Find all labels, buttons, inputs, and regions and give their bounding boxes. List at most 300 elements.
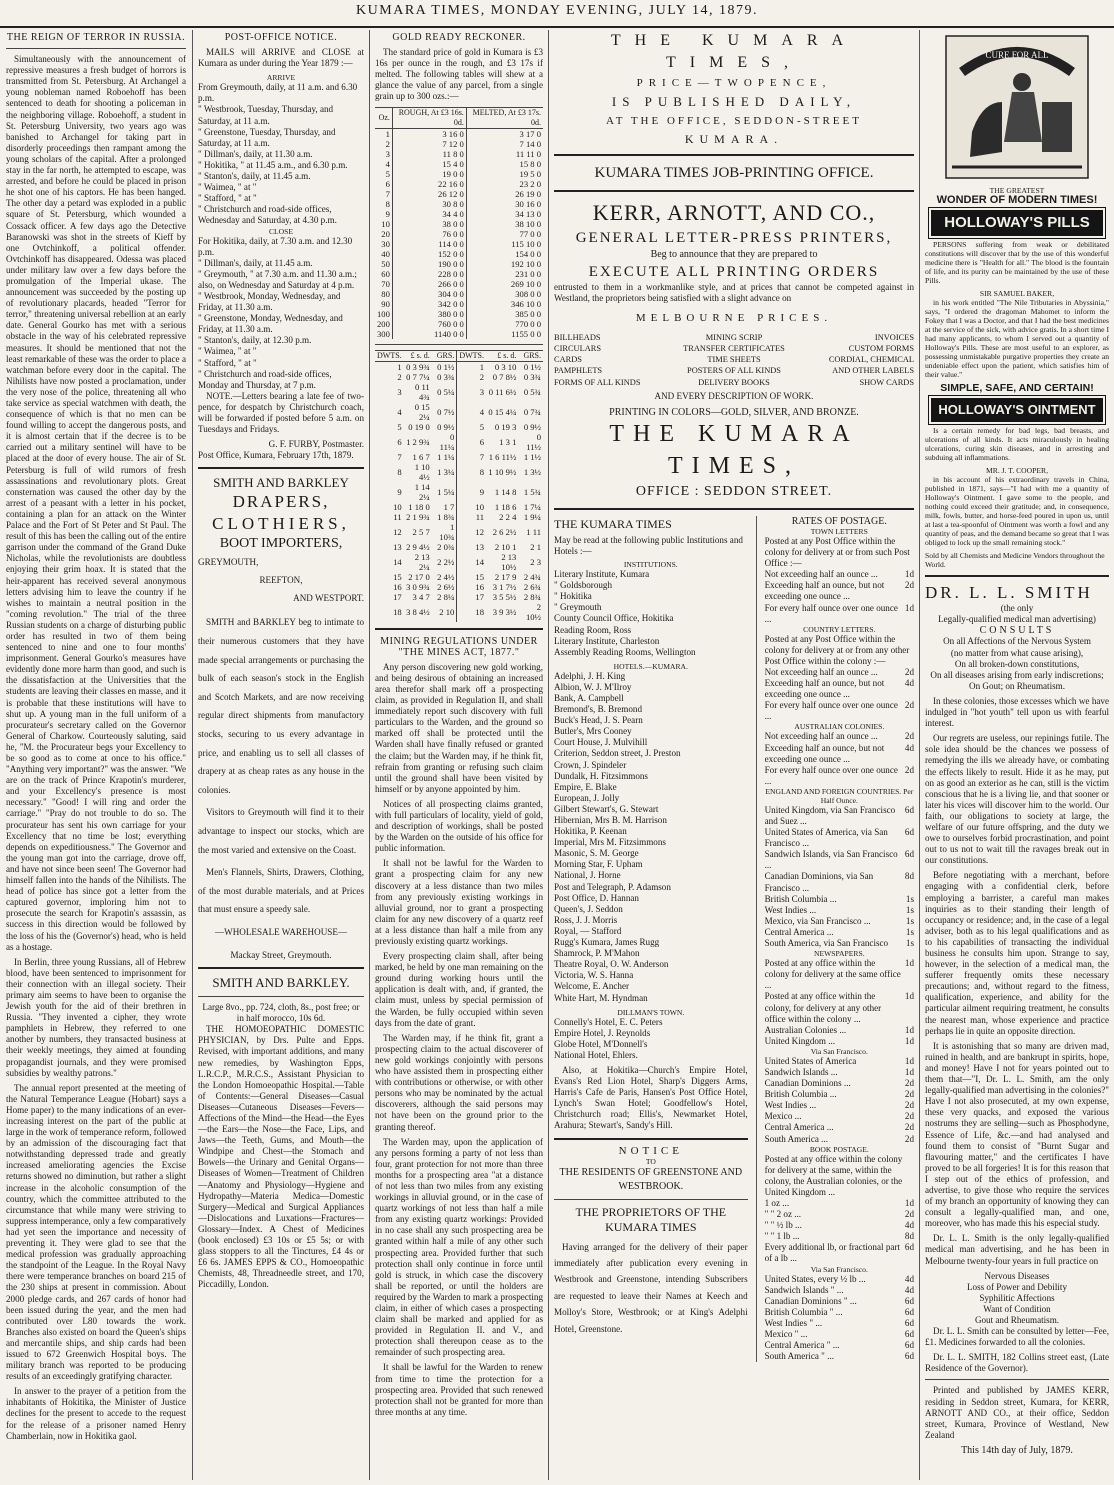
column-3	[375, 30, 543, 1480]
smith-letter: Dr. L. L. Smith can be consulted by letter—Fee, £1. Medicines forwarded to all the colonies.	[925, 1326, 1109, 1348]
service-item: DELIVERY BOOKS	[698, 377, 770, 387]
rate-row	[765, 731, 914, 742]
table-cell: 231 0 0	[466, 269, 543, 279]
rates-title: RATES OF POSTAGE.	[791, 515, 887, 527]
rate-row	[765, 1274, 914, 1285]
rate-value: 1s	[905, 893, 914, 904]
rate-value: 2d	[904, 666, 914, 677]
baker-testimonial: in his work entitled "The Nile Tributaries in Abyssinia," says, "I ordered the dragoman Mahomet to inform the Fokey that I was a Doctor, and that I had the best medicines at the service of the sick, with advice gratis. In a short time I had many applicants, to whom I served out a quantity of Holloway's Pills. These are most useful to an explorer, as possessing unmistakable purgative properties they create an undeniable effect upon the patient, which satisfies him of their value."	[925, 298, 1109, 380]
rate-value: 1d	[904, 602, 914, 613]
hotel-item: White Hart, M. Hyndman	[554, 992, 648, 1003]
hotel-item: Albion, W. J. M'Ilroy	[554, 681, 632, 692]
rate-value: 1s	[905, 915, 914, 926]
book-postage-intro: Posted at any office within the colony for delivery at the same, within the colony, the Australian colonies, or the United Kingdom ...	[764, 1153, 903, 1197]
table-cell: 0 11 4¾	[415, 381, 430, 402]
rate-value: 4d	[904, 1273, 914, 1284]
rate-label: United Kingdom, via San Francisco and Suez ...	[764, 804, 896, 826]
rate-label: " " ½ lb ...	[764, 1220, 802, 1231]
divider	[925, 575, 1109, 577]
job-printing-heading: KUMARA TIMES JOB-PRINTING OFFICE.	[594, 165, 874, 181]
table-cell: 2 9 4½	[406, 541, 430, 552]
smith-barkley-paragraph: Visitors to Greymouth will find it to their advantage to inspect our stocks, which are the most varied and extensive on the Coast.	[198, 807, 364, 855]
table-cell: 2 10 1	[494, 541, 517, 552]
rate-label: Exceeding half an ounce, but not exceeding one ounce ...	[764, 742, 885, 764]
post-office-title: POST-OFFICE NOTICE.	[224, 32, 338, 43]
column-rule	[919, 30, 920, 1480]
smith-condition-item: On all Affections of the Nervous System	[943, 636, 1091, 647]
table-cell: 2 6 2½	[492, 526, 517, 537]
post-note: NOTE.—Letters bearing a late fee of two-pence, for despatch by Christchurch coach, will be forwarded if posted before 5 a.m. on Tuesdays and Fridays.	[198, 390, 364, 435]
table-cell: 192 10 0	[466, 259, 543, 269]
mining-paragraph: It shall be lawful for the Warden to renew from time to time the protection for a prospecting area. Provided that such renewed protection shall not be granted for more than three months at any time.	[375, 1362, 543, 1417]
mail-arrival-item: " Dillman's, daily, at 11.30 a.m.	[198, 148, 313, 159]
table-cell: 2 8¾	[523, 591, 541, 602]
arrive-list	[198, 82, 364, 226]
rate-value: 4d	[904, 742, 914, 753]
hotel-item: Criterion, Seddon street, J. Preston	[554, 748, 681, 759]
column-1	[6, 30, 186, 1480]
table-cell: 13	[457, 542, 486, 552]
dillman-hotel-item: Empire Hotel, J. Reynolds	[554, 1027, 651, 1038]
rate-label: Mexico, via San Francisco ...	[764, 915, 871, 926]
rate-label: Sandwich Islands, via San Francisco ...	[764, 849, 898, 871]
mining-regulations-body	[375, 662, 543, 1418]
service-item: TIME SHEETS	[707, 355, 761, 365]
table-cell: 5	[385, 168, 390, 179]
divider	[554, 190, 914, 192]
rate-value: 2d	[904, 1209, 914, 1220]
table-row	[375, 522, 543, 542]
table-row	[375, 572, 543, 582]
gold-ounce-table	[375, 107, 543, 339]
england-label: ENGLAND AND FOREIGN COUNTRIES. Per Half Ounce.	[765, 786, 914, 805]
san-francisco-label-2: Via San Francisco.	[810, 1264, 868, 1274]
table-row	[375, 128, 543, 139]
table-header: £ s. d.	[486, 350, 518, 361]
san-francisco-rates	[765, 1056, 914, 1145]
table-cell: 0 19 3	[494, 421, 517, 432]
rate-label: Mexico ...	[764, 1111, 802, 1122]
rate-row	[765, 1285, 914, 1296]
table-cell: 10	[381, 218, 390, 229]
rate-value: 1d	[904, 1024, 914, 1035]
table-cell: 2 0¾	[437, 541, 455, 552]
table-cell: 4	[397, 406, 402, 417]
table-cell: 0 1½	[437, 361, 455, 372]
hotel-item: Empire, E. Blake	[554, 781, 617, 792]
country-letters-intro: Posted at any Post Office within the colony for delivery at or from any other Post Office within the colony :—	[764, 633, 910, 666]
mining-paragraph: Notices of all prospecting claims granted, with full particulars of locality, yield of gold, and description of workings, shall be posted by the Warden on the outside of his office for public information.	[375, 798, 543, 854]
rate-label: West Indies ...	[764, 904, 817, 915]
service-item: CUSTOM FORMS	[848, 344, 914, 354]
rate-label: West Indies " ...	[764, 1317, 823, 1328]
table-cell: 1 6 7	[412, 451, 430, 462]
notice-to: TO	[645, 1156, 656, 1166]
rate-value: 4d	[904, 678, 914, 689]
rate-label: " " 1 lb ...	[764, 1231, 800, 1242]
rate-label: Posted at any office within the colony, for delivery at any other office within the colony ...	[764, 991, 882, 1024]
hotel-item: Masonic, S. M. George	[554, 848, 639, 859]
table-cell: 2	[457, 372, 486, 382]
table-cell: 0 7 7¼	[406, 371, 430, 382]
kerr-arnott-title: KERR, ARNOTT, AND CO.,	[592, 200, 876, 225]
dillman-label: DILLMAN'S TOWN.	[617, 1007, 685, 1017]
table-row	[375, 139, 543, 149]
table-cell: 1 7	[443, 501, 455, 512]
rate-row	[765, 1220, 914, 1231]
table-cell: 1 1½	[523, 451, 541, 462]
table-cell: 38 0 0	[392, 219, 466, 229]
table-cell: 13	[393, 541, 402, 552]
article-body	[6, 54, 186, 1442]
table-cell: 12	[457, 522, 486, 542]
table-cell: 50	[381, 258, 390, 269]
rate-label: Exceeding half an ounce, but not exceeding one ounce ...	[764, 678, 885, 700]
mining-paragraph: The Warden may, if he think fit, grant a prospecting claim to the actual discoverer of new gold workings conjointly with persons who have assisted them in prospecting either with contributions or otherwise, or with other persons who may be nominated by the actual discoverers, although the said persons may not have been on the ground prior to the granting thereof.	[375, 1032, 543, 1132]
table-cell: 11 11 0	[466, 149, 543, 159]
hotels-list	[554, 671, 748, 1004]
price-line: PRICE—TWOPENCE,	[636, 77, 832, 89]
reefton-town: REEFTON,	[259, 575, 303, 586]
divider	[554, 1138, 748, 1140]
ointment-body: Is a certain remedy for bad legs, bad breasts, and ulcerations of all kinds. It acts miraculously in healing ulcerations, curing skin diseases, and in arresting and subduing all inflammations.	[925, 426, 1109, 463]
rate-row	[765, 580, 914, 602]
rate-row	[765, 1318, 914, 1329]
hotel-item: Post Office, D. Hannan	[554, 892, 639, 903]
rate-label: United States of America	[764, 1055, 857, 1066]
table-cell: 0 11¼	[439, 431, 455, 452]
table-header: £ s. d.	[404, 350, 432, 361]
post-date: Post Office, Kumara, February 17th, 1879.	[198, 450, 354, 461]
column-4	[554, 30, 914, 1480]
dr-smith-title: DR. L. L. SMITH	[925, 583, 1093, 603]
rate-row	[765, 1025, 914, 1036]
hotel-item: Bremond's, B. Bremond	[554, 704, 643, 715]
mining-regulations-title: MINING REGULATIONS UNDER "THE MINES ACT, 1877."	[380, 635, 538, 658]
gold-reckoner-title: GOLD READY RECKONER.	[392, 32, 526, 43]
table-cell: 266 0 0	[392, 279, 466, 289]
table-cell: 14	[457, 552, 486, 572]
table-row	[375, 512, 543, 522]
rate-label: British Columbia " ...	[764, 1306, 843, 1317]
hotels-label: HOTELS.—KUMARA.	[613, 661, 688, 671]
institutions-list	[554, 569, 748, 658]
smith-condition-item: On all broken-down constitutions,	[954, 658, 1080, 669]
institutions-heading: THE KUMARA TIMES	[554, 516, 672, 531]
smith-specialty-item: Gout and Rheumatism.	[974, 1315, 1060, 1325]
rate-row	[765, 1122, 914, 1133]
service-item: PAMPHLETS	[554, 366, 603, 376]
greymouth-town: GREYMOUTH,	[198, 557, 259, 568]
homeopathic-book-body: THE HOMOEOPATHIC DOMESTIC PHYSICIAN, by Drs. Pulte and Epps. Revised, with important additions, and many new remedies, by Washington Epps, L.R.C.P., M.R.C.S., Assistant Physician to the London Homoeopathic Hospital.—Table of Contents:—General Diseases—Casual Diseases—Cutaneous Diseases—Fevers—Affections of the Mind—the Head—the Eyes—the Ears—the Nose—the Face, Lips, and Jaws—the Teeth, Gums, and Mouth—the Windpipe and Chest—the Stomach and Bowels—the Urinary and Genital Organs—Diseases of Women—Treatment of Children—Anatomy and Physiology—Hygiene and Hydropathy—Materia Medica—Domestic Surgery—Medical and Surgical Appliances—Dislocations and Luxations—Fractures—Glossary—Index. A Chest of Medicines (book enclosed) £3 10s or £5 5s; or with glass stoppers to all the Tinctures, £4 4s or £6 6s. JAMES EPPS & CO., Homoeopathic Chemists, 48, Threadneedle street, and 170, Piccadilly, London.	[198, 1024, 364, 1290]
rate-row	[765, 1089, 914, 1100]
table-cell: 1 3 1	[499, 436, 517, 447]
table-cell: 76 0 0	[392, 229, 466, 239]
table-cell: 20	[381, 228, 390, 239]
table-row	[375, 169, 543, 179]
rate-row	[765, 603, 914, 625]
smith-address: Dr. L. L. SMITH, 182 Collins street east, (Late Residence of the Governor).	[925, 1352, 1109, 1374]
rate-value: 2d	[904, 1078, 914, 1089]
table-cell: 23 2 0	[466, 179, 543, 189]
table-row	[375, 289, 543, 299]
table-cell: 200	[377, 318, 390, 329]
table-cell: 0 7¾	[523, 406, 541, 417]
table-cell: 3 17 0	[466, 128, 543, 139]
rate-row	[765, 827, 914, 849]
table-cell: 3 8 4½	[406, 606, 430, 617]
mining-paragraph: Every prospecting claim shall, after being marked, be held by one man remaining on the ground during working hours until the application is dealt with, and, if granted, the claim must, unless by special permission of the Warden, be fully occupied within seven days from the date of grant.	[375, 951, 543, 1028]
table-cell: 760 0 0	[392, 319, 466, 329]
table-cell: 3 5 5½	[492, 591, 517, 602]
table-row	[375, 422, 543, 432]
notice-title: NOTICE	[618, 1144, 683, 1157]
table-cell: 5	[457, 422, 486, 432]
rate-label: Sandwich Islands " ...	[764, 1284, 844, 1295]
smith-specialty-item: Want of Condition	[983, 1303, 1051, 1314]
dr-smith-legally: Legally-qualified medical man advertising)	[938, 614, 1096, 625]
table-cell: 1140 0 0	[392, 329, 466, 339]
rate-row	[765, 1209, 914, 1220]
rate-label: United States, every ½ lb ...	[764, 1273, 866, 1284]
table-cell: 38 10 0	[466, 219, 543, 229]
column-rule	[756, 516, 757, 1362]
rate-value: 1d	[904, 569, 914, 580]
table-cell: 1 6 11½	[488, 451, 517, 462]
table-cell: 2 6¾	[523, 581, 541, 592]
column-rule	[192, 30, 193, 1480]
table-cell: 1 5¼	[437, 486, 455, 497]
mining-paragraph: It shall not be lawful for the Warden to grant a prospecting claim for any new discovery at a less distance than two miles from any previously existing workings in alluvial ground, nor to grant a prospecting claim for any new discovery of a quartz reef at a less distance than half a mile from any previously existing quartz workings.	[375, 858, 543, 946]
table-row	[375, 179, 543, 189]
rate-label: West Indies ...	[764, 1100, 817, 1111]
table-cell: 1 18 0	[408, 501, 430, 512]
divider	[925, 1379, 1109, 1380]
rate-row	[765, 1242, 914, 1264]
table-cell: 770 0 0	[466, 319, 543, 329]
table-cell: 11 8 0	[392, 149, 466, 159]
close-label: CLOSE	[268, 226, 294, 236]
table-cell: 34 13 0	[466, 209, 543, 219]
simple-safe-heading: SIMPLE, SAFE, AND CERTAIN!	[940, 382, 1094, 395]
table-cell: 114 0 0	[392, 239, 466, 249]
table-cell: 1 3½	[523, 466, 541, 477]
country-letters-label: COUNTRY LETTERS.	[803, 624, 876, 634]
lower-columns	[554, 516, 914, 1362]
table-cell: 1 10 9½	[488, 466, 517, 477]
table-cell: 0 7 8½	[492, 371, 517, 382]
column-rule	[548, 30, 549, 1480]
rate-label: For every half ounce over one ounce ...	[764, 764, 898, 786]
table-cell: 2 10	[439, 606, 455, 617]
hotel-item: Gilbert Stewart's, G. Stewart	[554, 803, 659, 814]
rate-row	[765, 871, 914, 893]
table-row	[375, 229, 543, 239]
divider	[375, 628, 543, 630]
table-cell: 1	[457, 361, 486, 372]
table-row	[375, 329, 543, 339]
rate-value: 2d	[904, 1122, 914, 1133]
rate-label: South America ...	[764, 1133, 829, 1144]
table-cell: 0 11 6½	[488, 386, 517, 397]
table-cell: 7 14 0	[466, 139, 543, 149]
table-row	[375, 592, 543, 602]
article-paragraph: Simultaneously with the announcement of repressive measures a fresh budget of horrors is transmitted from St. Petersburg. At Archangel a young nobleman named Roboehoff has been sentenced to death for shooting a policeman in the neighboring village. Roboehoff, a student in St. Petersburg University, two years ago was banished to Archangel for taking part in disorderly proceedings then rampant among the young scholars of the capital. After a prolonged stay in the far north, he attempted to escape, was arrested, and before he could be placed in prison he shot one of his captors. He has been hanged. The other day a petard was exploded in a public square of St. Petersburg, which wounded a Cossack officer. A few days ago the Detective Baranowski was shot in the streets of Kieff by one Ovtchinkoff, a political offender. Ovtchinkoff has disappeared. Odessa was placed under military law over a few days before the promulgation of the Imperial ukase. The announcement was succeeded by the posting up of revolutionary placards, headed "Terror for terror," threatening universal rebellion at an early date. General Gourko has met with a serious obstacle in the way of his celebrated repressive measures. It should be mentioned that not the least remarkable of these was the order to place a watchman before every door in the capital. The Nihilists have now posted a proclamation, under the very nose of the police, threatening all who take service as special watchmen with death, the consequence of which is that no men can be found willing to accept the dangerous posts, and it is almost certain that if the decree is to be carried out a military sentinel will have to be placed at the door of every house. The air of St. Petersburg is full of wild rumors of fresh assassinations and revolutionary plots. Great consternation was caused the other day by the arrest of a peasant with a letter in his pocket, containing a plan for an attack on the Winter Palace and the Fort of St Peter and St Paul. The result of this has been the calling out of the entire garrison under the command of the Grand Duke Nicholas, while the revolutionists are doubtless enjoying their grim hoax. It is stated that the heir-apparent has received several anonymous letters advising him to leave the country if he wishes to maintain a neutral position in the "coming revolution." The trial of the three Russian students on a charge of disturbing public order has resulted in two of them being sentenced to nine and one to four months' imprisonment. General Gourko's measures have evidently done more harm than good, and such is the dissatisfaction at the Universities that the students are leaving their classes en masse, and it is probable that these institutions will have to shut up. A young man in the full uniform of a procurateur's secretary called on the Governor General of Charkow. Courteously saluting, said he, "M. the Procurateur begs your Excellency to be so good as to come at once to his office." "Anything very important?" was the answer. "We are on the track of Prince Krapotin's murderer, and your Excellency's presence is most necessary." "Good! I will ring and order the carriage." "Pray do not trouble to do so. The procurateur has sent his own carriage for your Excellency that no time be lost; everything depends on expeditiousness." The Governor and the young man got into the carriage, drove off, and have not since been seen! The Governor had himself fallen into the hands of the Nihilists. The head of police has since got a letter from the captured governor, imploring him not to prosecute the search for Krapotin's assassin, as success in this direction would be followed by the loss of his the (Governor's) head, who is held as a hostage.	[6, 54, 186, 952]
rate-value: 6d	[904, 1242, 914, 1253]
wonder-heading: WONDER OF MODERN TIMES!	[936, 194, 1098, 206]
rate-label: For every half ounce over one ounce ...	[764, 602, 898, 624]
rate-value: 1d	[904, 1198, 914, 1208]
table-cell: 1 10 4½	[414, 461, 430, 482]
table-cell: 80	[381, 288, 390, 299]
westport-town: AND WESTPORT.	[293, 593, 364, 604]
table-row	[375, 552, 543, 572]
mining-paragraph: Any person discovering new gold working, and being desirous of obtaining an increased area therefor shall mark off a prospecting claim, as provided in Regulation II, and shall immediately report such discovery with full particulars to the Warden, and the ground so marked off shall be protected until the Warden shall have finally refused or granted the claim; but the Warden may, if he think fit, refrain from granting or refusing such claim until the ground shall have been visited by himself or by anyone appointed by him.	[375, 661, 543, 794]
smith-specialty-item: Syphilitic Affections	[979, 1292, 1055, 1303]
rate-label: British Columbia ...	[764, 893, 837, 904]
baker-name: SIR SAMUEL BAKER,	[979, 289, 1055, 299]
kerr-announce: Beg to announce that they are prepared to	[650, 249, 818, 260]
table-cell: 12	[393, 526, 402, 537]
institution-item: County Council Office, Hokitika	[554, 613, 674, 624]
table-cell: 17	[457, 592, 486, 602]
table-cell: 9	[397, 486, 402, 497]
service-item: FORMS OF ALL KINDS	[554, 377, 641, 387]
table-cell: 2 2 4	[499, 511, 517, 522]
mail-arrival-item: " Greenstone, Tuesday, Thursday, and Saturday, at 11 a.m.	[198, 126, 336, 148]
article-paragraph: In Berlin, three young Russians, all of Hebrew blood, have been sentenced to imprisonment for their connection with an illegal society. Their primary aim seems to have been to organise the Jewish youth for the aid of their brethren in Russia. "They invented a cipher, they wrote pamphlets in Hebrew, they referred to one another by numbers, they transacted business at their weekly meetings, they aimed at founding propagandist journals, and they were promised subsidies by wealthy patrons."	[6, 956, 186, 1078]
gold-reckoner-intro: The standard price of gold in Kumara is £3 16s per ounce in the rough, and £3 17s if melted. The following tables will shew at a glance the value of any parcel, from a single grain up to 300 ozs.:—	[375, 47, 543, 102]
kumara-times-banner: THE KUMARA TIMES,	[610, 32, 858, 71]
town-letters-label: TOWN LETTERS	[810, 526, 868, 536]
table-cell: 3 4 7	[412, 591, 430, 602]
institution-item: Literary Institute, Kumara	[554, 569, 650, 580]
proprietors-heading: THE PROPRIETORS OF THE KUMARA TIMES	[575, 1204, 727, 1234]
rate-row	[765, 569, 914, 580]
institution-item: Literary Institute, Charleston	[554, 635, 660, 646]
rate-value: 6d	[904, 827, 914, 838]
institution-item: Assembly Reading Rooms, Wellington	[554, 646, 696, 657]
hotel-item: Ross, J. J. Morris	[554, 914, 618, 925]
table-row	[375, 452, 543, 462]
table-cell: 22 16 0	[392, 179, 466, 189]
rate-value: 6d	[904, 1340, 914, 1351]
table-row	[375, 199, 543, 209]
rate-value: 6d	[904, 1329, 914, 1340]
mail-close-item: For Hokitika, daily, at 7.30 a.m. and 12.30 p.m.	[198, 235, 353, 257]
table-cell: 0 3¾	[523, 371, 541, 382]
table-cell: 11	[393, 511, 402, 522]
hotel-item: Post and Telegraph, P. Adamson	[554, 881, 671, 892]
table-cell: 90	[381, 298, 390, 309]
table-cell: 0 5¼	[437, 386, 455, 397]
mail-close-item: " Christchurch and road-side offices, Monday and Thursday, at 7 p.m.	[198, 368, 332, 390]
rate-row	[765, 678, 914, 700]
table-cell: 7	[385, 188, 390, 199]
mail-arrival-item: From Greymouth, daily, at 11 a.m. and 6.30 p.m.	[198, 82, 358, 104]
rate-value: 6d	[904, 1351, 914, 1362]
table-cell: 4	[385, 158, 390, 169]
table-cell: 16	[393, 581, 402, 592]
mail-close-item: " Dillman's, daily, at 11.45 a.m.	[198, 257, 313, 268]
printing-colors: PRINTING IN COLORS—GOLD, SILVER, AND BRONZE.	[609, 406, 859, 418]
table-cell: 10	[393, 501, 402, 512]
table-cell: 4	[457, 402, 486, 422]
table-cell: 1155 0 0	[466, 329, 543, 339]
table-cell: 0 15 2¼	[414, 401, 430, 422]
newspaper-rates	[765, 958, 914, 1047]
rate-value: 2d	[904, 1089, 914, 1100]
table-cell: 30	[381, 238, 390, 249]
table-cell: 2 4½	[437, 571, 455, 582]
smith-body	[925, 696, 1109, 1267]
table-cell: 1 14 2¼	[414, 481, 430, 502]
dillman-hotel-item: National Hotel, Ehlers.	[554, 1049, 638, 1060]
institution-item: " Hokitika	[554, 591, 592, 602]
smith-barkley-body	[198, 613, 364, 919]
table-row	[375, 361, 543, 372]
table-cell: 269 10 0	[466, 279, 543, 289]
dillman-hotel-item: Connelly's Hotel, E. C. Peters	[554, 1016, 663, 1027]
hotel-item: Queen's, J. Seddon	[554, 903, 623, 914]
table-cell: 0 3¾	[437, 371, 455, 382]
town-letters-intro: Posted at any Post Office within the colony for delivery at or from such Post Office :—	[764, 535, 910, 569]
rate-label: Posted at any office within the colony for delivery at the same office ...	[764, 958, 901, 991]
table-row	[375, 382, 543, 402]
table-cell: 1 14 8	[494, 486, 517, 497]
table-row	[375, 542, 543, 552]
divider	[554, 1199, 748, 1200]
homeopathic-book-heading: Large 8vo., pp. 724, cloth, 8s., post free; or in half morocco, 10s 6d.	[202, 1002, 360, 1024]
table-cell: 14	[393, 556, 402, 567]
mail-close-item: " Stafford, " at "	[198, 357, 257, 368]
rate-label: United Kingdom ...	[764, 1035, 836, 1046]
table-row	[375, 402, 543, 422]
rate-value: 6d	[904, 804, 914, 815]
rate-row	[765, 805, 914, 827]
rate-row	[765, 1351, 914, 1362]
divider	[554, 154, 914, 156]
holloways-ointment-banner: HOLLOWAY'S OINTMENT	[931, 398, 1103, 422]
hotel-item: Morning Star, F. Upham	[554, 859, 643, 870]
table-cell: 8	[397, 466, 402, 477]
table-cell: 9	[385, 208, 390, 219]
rate-row	[765, 1100, 914, 1111]
rate-value: 1d	[904, 958, 914, 969]
rate-row	[765, 1198, 914, 1209]
table-cell: 3	[385, 148, 390, 159]
hokitika-hotels: Also, at Hokitika—Church's Empire Hotel, Evans's Red Lion Hotel, Sharp's Diggers Arms, Harris's Cafe de Paris, Hansen's Post Office Hotel, Lynch's Swan Hotel; Goodfellow's Hotel, Christchurch road; Ellis's, Newmarket Hotel, Arahura; Stewart's, Sandy's Hill.	[554, 1064, 748, 1131]
table-cell: 7 12 0	[392, 139, 466, 149]
table-cell: 70	[381, 278, 390, 289]
kumara-times-office: OFFICE : SEDDON STREET.	[635, 483, 833, 499]
rate-label: Canadian Dominions " ...	[764, 1295, 857, 1306]
table-cell: 1	[397, 361, 402, 372]
postmaster-signature: G. F. FURBY, Postmaster.	[268, 439, 364, 450]
institutions-column	[554, 516, 748, 1362]
table-cell: 1 8¾	[437, 511, 455, 522]
execute-heading: EXECUTE ALL PRINTING ORDERS	[588, 264, 880, 280]
table-cell: 2 10½	[525, 601, 541, 622]
table-cell: 2 17 0	[408, 571, 430, 582]
smith-barkley-title: SMITH AND BARKLEY	[213, 475, 349, 491]
table-cell: 308 0 0	[466, 289, 543, 299]
service-item: CIRCULARS	[554, 344, 602, 354]
table-cell: 2 3	[530, 556, 541, 567]
table-header: DWTS.	[457, 350, 486, 361]
table-row	[375, 149, 543, 159]
table-cell: 1 11	[526, 526, 541, 537]
